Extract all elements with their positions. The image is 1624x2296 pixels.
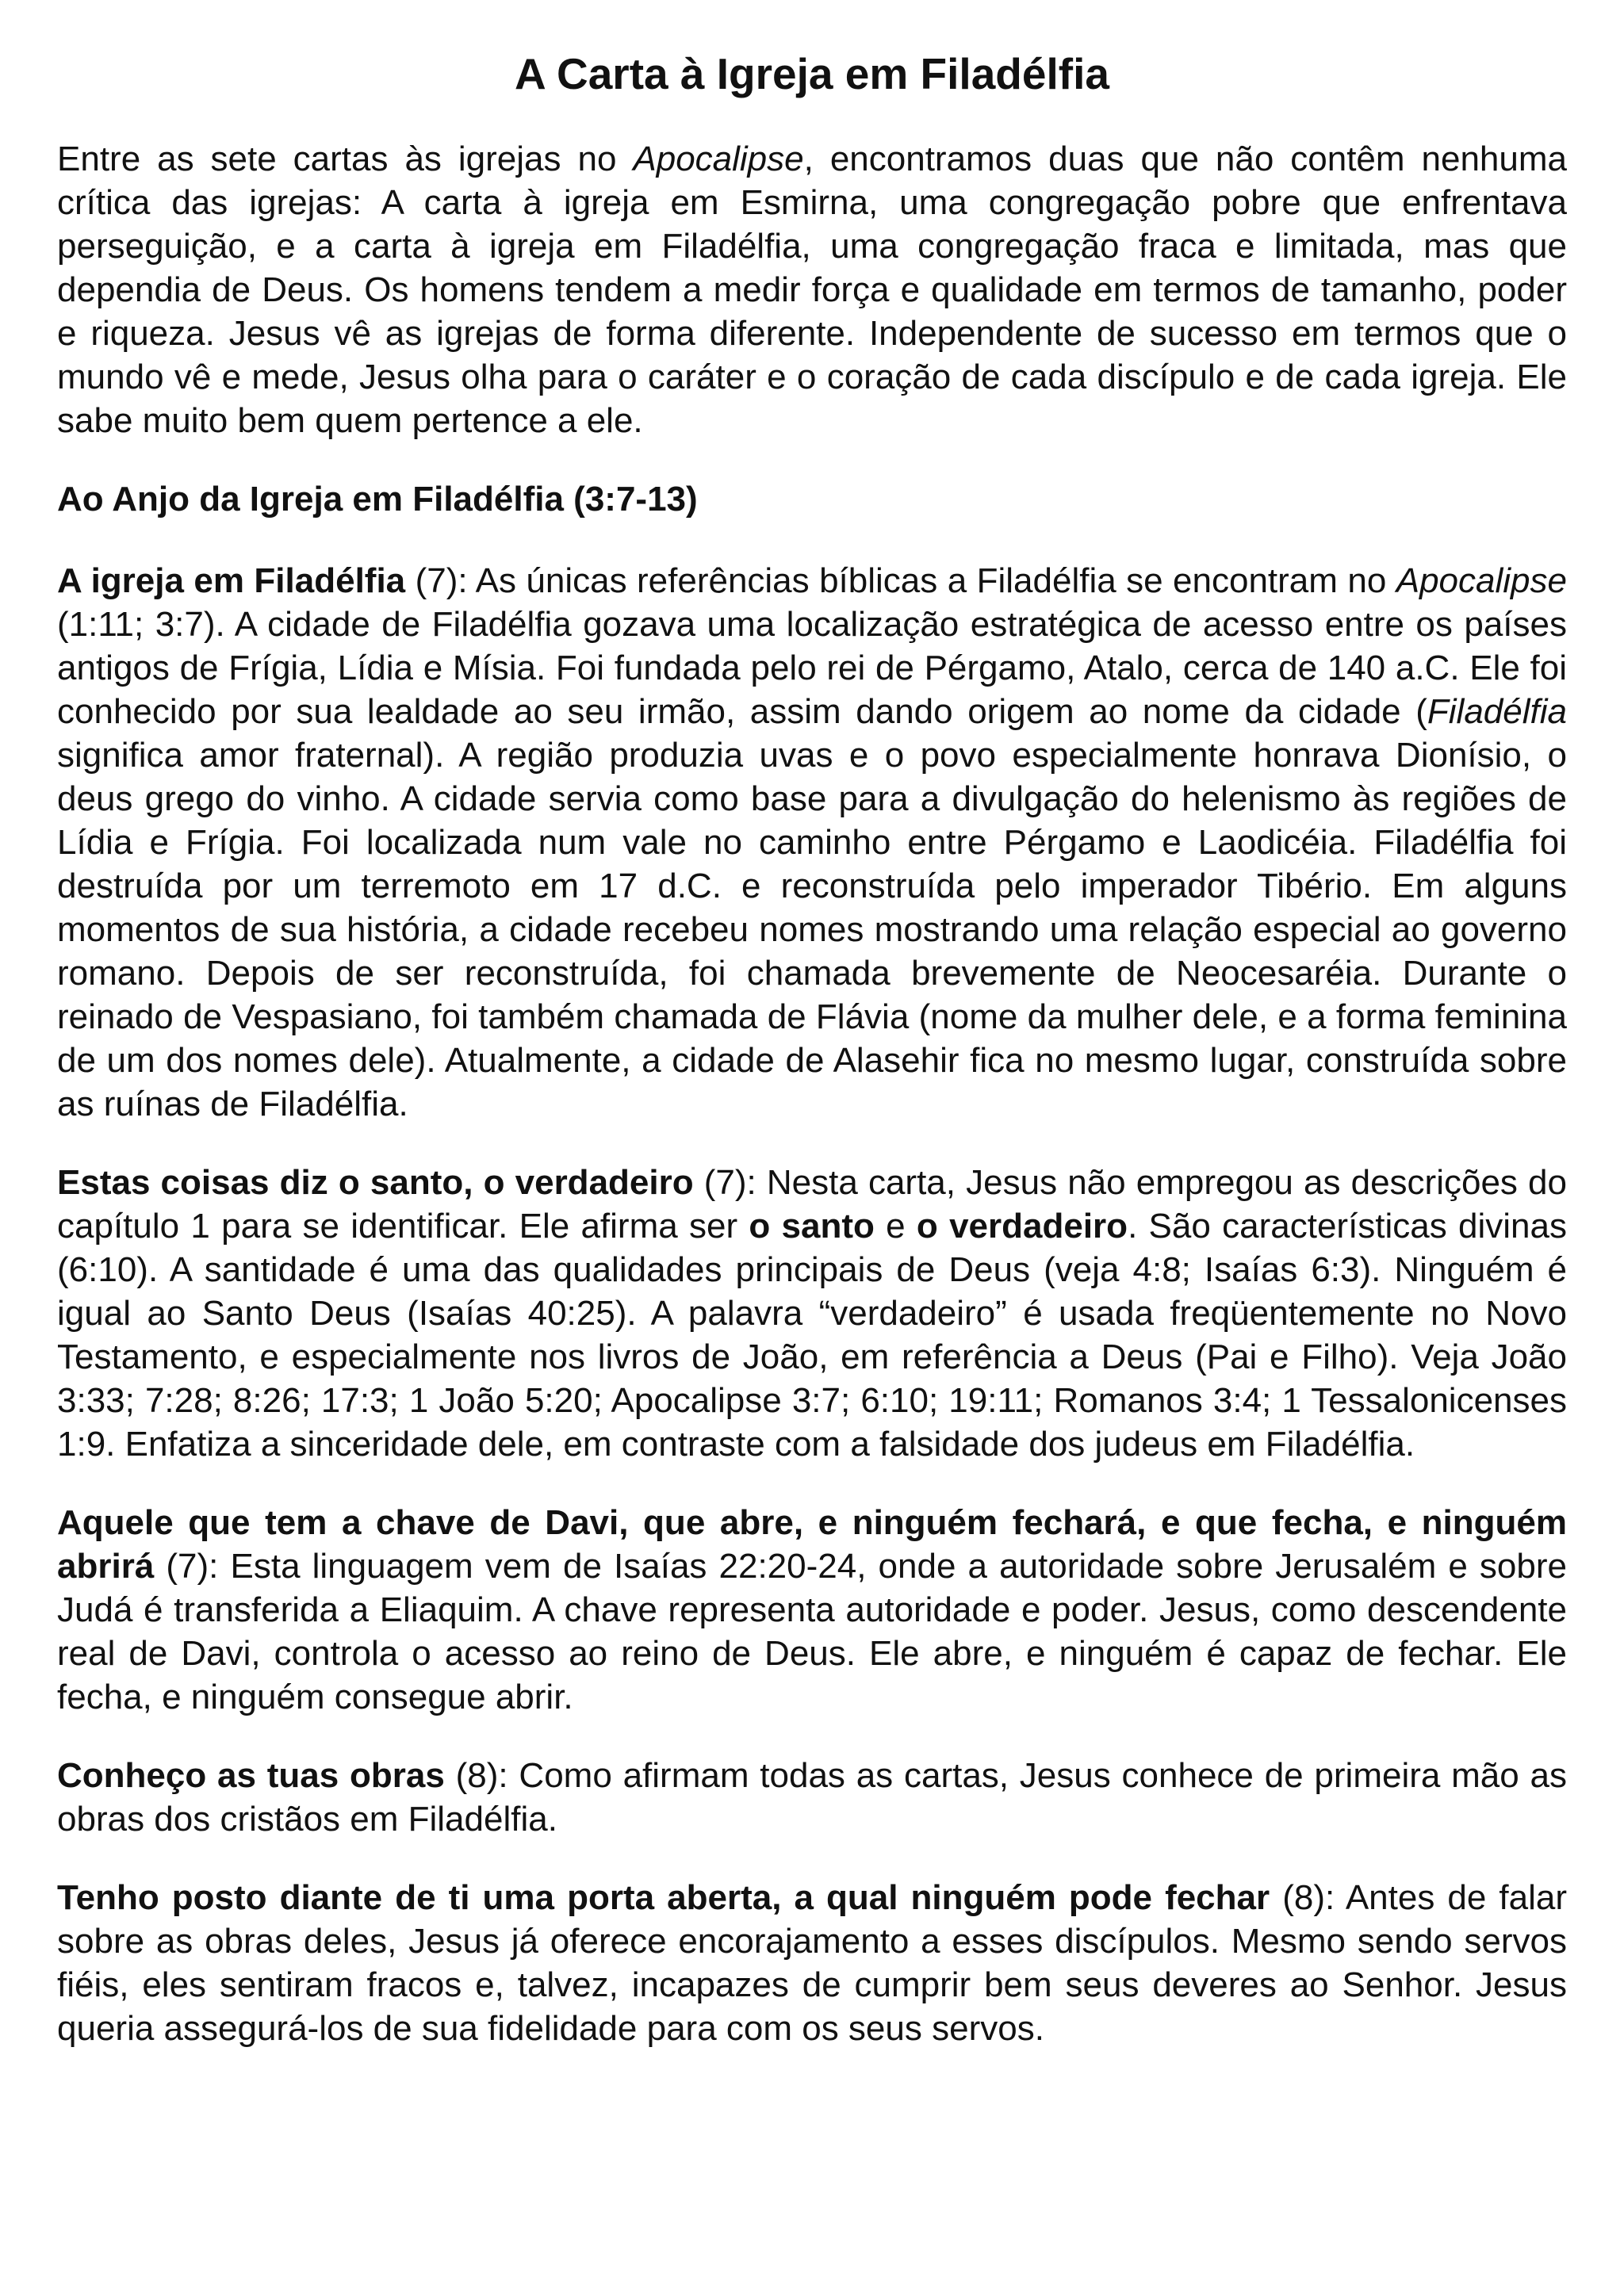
paragraph-door	[57, 1876, 1567, 2050]
paragraph-key	[57, 1501, 1567, 1719]
section-heading: Ao Anjo da Igreja em Filadélfia (3:7-13)	[57, 480, 698, 519]
paragraph-door-text: (8): Antes de falar sobre as obras deles, Jesus já oferece encorajamento a esses discípulos. Mesmo sendo servos fiéis, eles sentiram fracos e, talvez, incapazes de cumprir bem seus deveres ao Senhor. Jesus queria assegurá-los de sua fidelidade para com os seus servos.	[57, 1878, 1567, 2049]
paragraph-holy-text-3: . São características divinas (6:10). A santidade é uma das qualidades principais de Deus (veja 4:8; Isaías 6:3). Ninguém é igual ao Santo Deus (Isaías 40:25). A palavra “verdadeiro” é usada freqüentemente no Novo Testamento, e especialmente nos livros de João, em referência a Deus (Pai e Filho). Veja João 3:33; 7:28; 8:26; 17:3; 1 João 5:20; Apocalipse 3:7; 6:10; 19:11; Romanos 3:4; 1 Tessalonicenses 1:9. Enfatiza a sinceridade dele, em contraste com a falsidade dos judeus em Filadélfia.	[57, 1207, 1567, 1464]
intro-text-1: Entre as sete cartas às igrejas no	[57, 140, 634, 179]
intro-text-2: , encontramos duas que não contêm nenhuma crítica das igrejas: A carta à igreja em Esmirna, uma congregação pobre que enfrentava perseguição, e a carta à igreja em Filadélfia, uma congregação fraca e limitada, mas que dependia de Deus. Os homens tendem a medir força e qualidade em termos de tamanho, poder e riqueza. Jesus vê as igrejas de forma diferente. Independente de sucesso em termos que o mundo vê e mede, Jesus olha para o caráter e o coração de cada discípulo e de cada igreja. Ele sabe muito bem quem pertence a ele.	[57, 140, 1567, 441]
paragraph-works	[57, 1754, 1567, 1841]
intro-emphasis: Apocalipse	[633, 140, 804, 179]
paragraph-city-emphasis-2: Filadélfia	[1427, 692, 1567, 732]
paragraph-holy-bold-2: o santo	[749, 1207, 875, 1246]
paragraph-holy	[57, 1161, 1567, 1466]
paragraph-city-lead: A igreja em Filadélfia	[57, 561, 406, 601]
paragraph-key-text: (7): Esta linguagem vem de Isaías 22:20-24, onde a autoridade sobre Jerusalém e sobre Judá é transferida a Eliaquim. A chave representa autoridade e poder. Jesus, como descendente real de Davi, controla o acesso ao reino de Deus. Ele abre, e ninguém é capaz de fechar. Ele fecha, e ninguém consegue abrir.	[57, 1547, 1567, 1717]
paragraph-city-emphasis-1: Apocalipse	[1396, 561, 1567, 601]
paragraph-works-text: (8): Como afirmam todas as cartas, Jesus conhece de primeira mão as obras dos cristãos em Filadélfia.	[57, 1756, 1567, 1839]
paragraph-holy-bold-3: o verdadeiro	[916, 1207, 1128, 1246]
paragraph-city-text-1: (7): As únicas referências bíblicas a Filadélfia se encontram no	[405, 561, 1396, 601]
paragraph-holy-text-2: e	[874, 1207, 917, 1246]
page-title: A Carta à Igreja em Filadélfia	[515, 49, 1109, 98]
paragraph-holy-lead: Estas coisas diz o santo, o verdadeiro	[57, 1163, 694, 1203]
intro-paragraph	[57, 137, 1567, 442]
paragraph-door-lead: Tenho posto diante de ti uma porta aberta, a qual ninguém pode fechar	[57, 1878, 1270, 1918]
paragraph-city-text-2: (1:11; 3:7). A cidade de Filadélfia gozava uma localização estratégica de acesso entre os países antigos de Frígia, Lídia e Mísia. Foi fundada pelo rei de Pérgamo, Atalo, cerca de 140 a.C. Ele foi conhecido por sua lealdade ao seu irmão, assim dando origem ao nome da cidade (	[57, 605, 1567, 732]
paragraph-city-text-3: significa amor fraternal). A região produzia uvas e o povo especialmente honrava Dionísio, o deus grego do vinho. A cidade servia como base para a divulgação do helenismo às regiões de Lídia e Frígia. Foi localizada num vale no caminho entre Pérgamo e Laodicéia. Filadélfia foi destruída por um terremoto em 17 d.C. e reconstruída pelo imperador Tibério. Em alguns momentos de sua história, a cidade recebeu nomes mostrando uma relação especial ao governo romano. Depois de ser reconstruída, foi chamada brevemente de Neocesaréia. Durante o reinado de Vespasiano, foi também chamada de Flávia (nome da mulher dele, e a forma feminina de um dos nomes dele). Atualmente, a cidade de Alasehir fica no mesmo lugar, construída sobre as ruínas de Filadélfia.	[57, 736, 1567, 1124]
paragraph-holy-text-1: (7): Nesta carta, Jesus não empregou as descrições do capítulo 1 para se identificar. Ele afirma ser	[57, 1163, 1567, 1246]
paragraph-key-lead: Aquele que tem a chave de Davi, que abre, e ninguém fechará, e que fecha, e ninguém abrirá	[57, 1503, 1567, 1586]
paragraph-works-lead: Conheço as tuas obras	[57, 1756, 445, 1796]
paragraph-city	[57, 559, 1567, 1126]
